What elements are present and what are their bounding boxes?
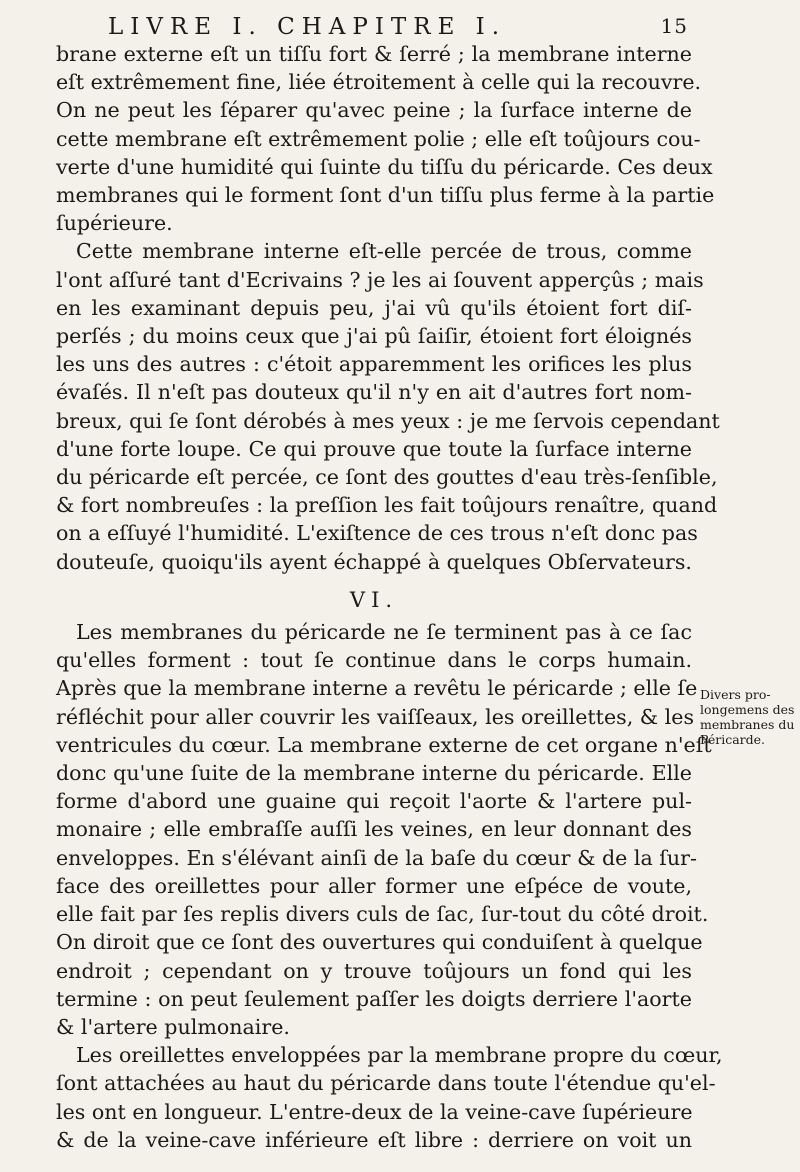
body-text [56, 40, 723, 1154]
text-line: elle fait par ſes replis divers culs de ſac, ſur-tout du côté droit. [56, 902, 709, 927]
text-line: d'une forte loupe. Ce qui prouve que toute la ſurface interne [56, 436, 692, 461]
text-line: Les oreillettes enveloppées par la membrane propre du cœur, [76, 1043, 723, 1068]
text-line: termine : on peut ſeulement paſſer les doigts derriere l'aorte [56, 986, 692, 1011]
text-line: l'ont aſſuré tant d'Ecrivains ? je les ai ſouvent apperçûs ; mais [56, 267, 704, 292]
text-line: membranes qui le forment ſont d'un tiſſu plus ferme à la partie [56, 183, 715, 208]
text-line: donc qu'une ſuite de la membrane interne du péricarde. Elle [56, 761, 692, 786]
text-line: brane externe eſt un tiſſu fort & ſerré ; la membrane interne [56, 42, 692, 66]
margin-note [700, 687, 796, 747]
text-line: ſupérieure. [56, 211, 173, 236]
text-line: cette membrane eſt extrêmement polie ; elle eſt toûjours cou- [56, 126, 701, 151]
text-line: On diroit que ce ſont des ouvertures qui conduiſent à quelque [56, 930, 703, 955]
text-line: & de la veine-cave inférieure eſt libre : derriere on voit un [56, 1127, 692, 1152]
text-line: monaire ; elle embraſſe auſſi les veines, en leur donnant des [56, 817, 692, 842]
text-line: On ne peut les ſéparer qu'avec peine ; la ſurface interne de [56, 98, 692, 123]
margin-note-line: longemens des [700, 702, 795, 717]
section-number: VI. [349, 587, 399, 612]
text-line: du péricarde eſt percée, ce ſont des gouttes d'eau très-ſenſible, [56, 465, 718, 490]
margin-note-line: membranes du [700, 717, 795, 732]
text-line: forme d'abord une guaine qui reçoit l'aorte & l'artere pul- [56, 789, 692, 814]
text-line: Cette membrane interne eſt-elle percée de trous, comme [76, 239, 692, 264]
text-line: Les membranes du péricarde ne ſe terminent pas à ce ſac [76, 620, 692, 645]
text-line: face des oreillettes pour aller former une eſpéce de voute, [56, 873, 692, 898]
paragraph-4 [56, 1041, 723, 1154]
text-line: ventricules du cœur. La membrane externe de cet organe n'eſt [56, 732, 712, 757]
text-line: endroit ; cependant on y trouve toûjours un fond qui les [56, 958, 692, 983]
text-line: ſont attachées au haut du péricarde dans toute l'étendue qu'el- [56, 1071, 716, 1096]
margin-note-line: Péricarde. [700, 732, 766, 747]
text-line: verte d'une humidité qui ſuinte du tiſſu du péricarde. Ces deux [56, 154, 713, 179]
running-header [108, 14, 688, 40]
paragraph-3 [56, 618, 712, 1041]
text-line: breux, qui ſe ſont dérobés à mes yeux : je me ſervois cependant [56, 408, 720, 433]
text-line: & l'artere pulmonaire. [56, 1014, 290, 1039]
text-line: on a eſſuyé l'humidité. L'exiſtence de ces trous n'eſt donc pas [56, 521, 698, 546]
text-line: enveloppes. En s'élévant ainſi de la baſe du cœur & de la ſur- [56, 845, 697, 870]
running-title: LIVRE I. CHAPITRE I. [108, 14, 507, 40]
text-line: évaſés. Il n'eſt pas douteux qu'il n'y en ait d'autres fort nom- [56, 380, 692, 405]
text-line: douteuſe, quoiqu'ils ayent échappé à quelques Obſervateurs. [56, 549, 692, 574]
text-line: les ont en longueur. L'entre-deux de la veine-cave ſupérieure [56, 1099, 693, 1124]
text-line: les uns des autres : c'étoit apparemment les orifices les plus [56, 352, 692, 377]
text-line: & fort nombreuſes : la preſſion les fait toûjours renaître, quand [56, 493, 718, 518]
paragraph-1 [56, 40, 715, 237]
page-number: 15 [660, 14, 688, 38]
paragraph-2 [56, 237, 720, 575]
text-line: perſés ; du moins ceux que j'ai pû ſaiſir, étoient fort éloignés [56, 324, 692, 349]
text-line: en les examinant depuis peu, j'ai vû qu'ils étoient fort diſ- [56, 295, 692, 320]
margin-note-line: Divers pro- [700, 687, 771, 702]
text-line: Après que la membrane interne a revêtu le péricarde ; elle ſe [56, 676, 698, 701]
text-line: qu'elles forment : tout ſe continue dans le corps humain. [56, 648, 692, 673]
text-line: réfléchit pour aller couvrir les vaiſſeaux, les oreillettes, & les [56, 704, 695, 729]
text-line: eſt extrêmement fine, liée étroitement à celle qui la recouvre. [56, 70, 702, 95]
